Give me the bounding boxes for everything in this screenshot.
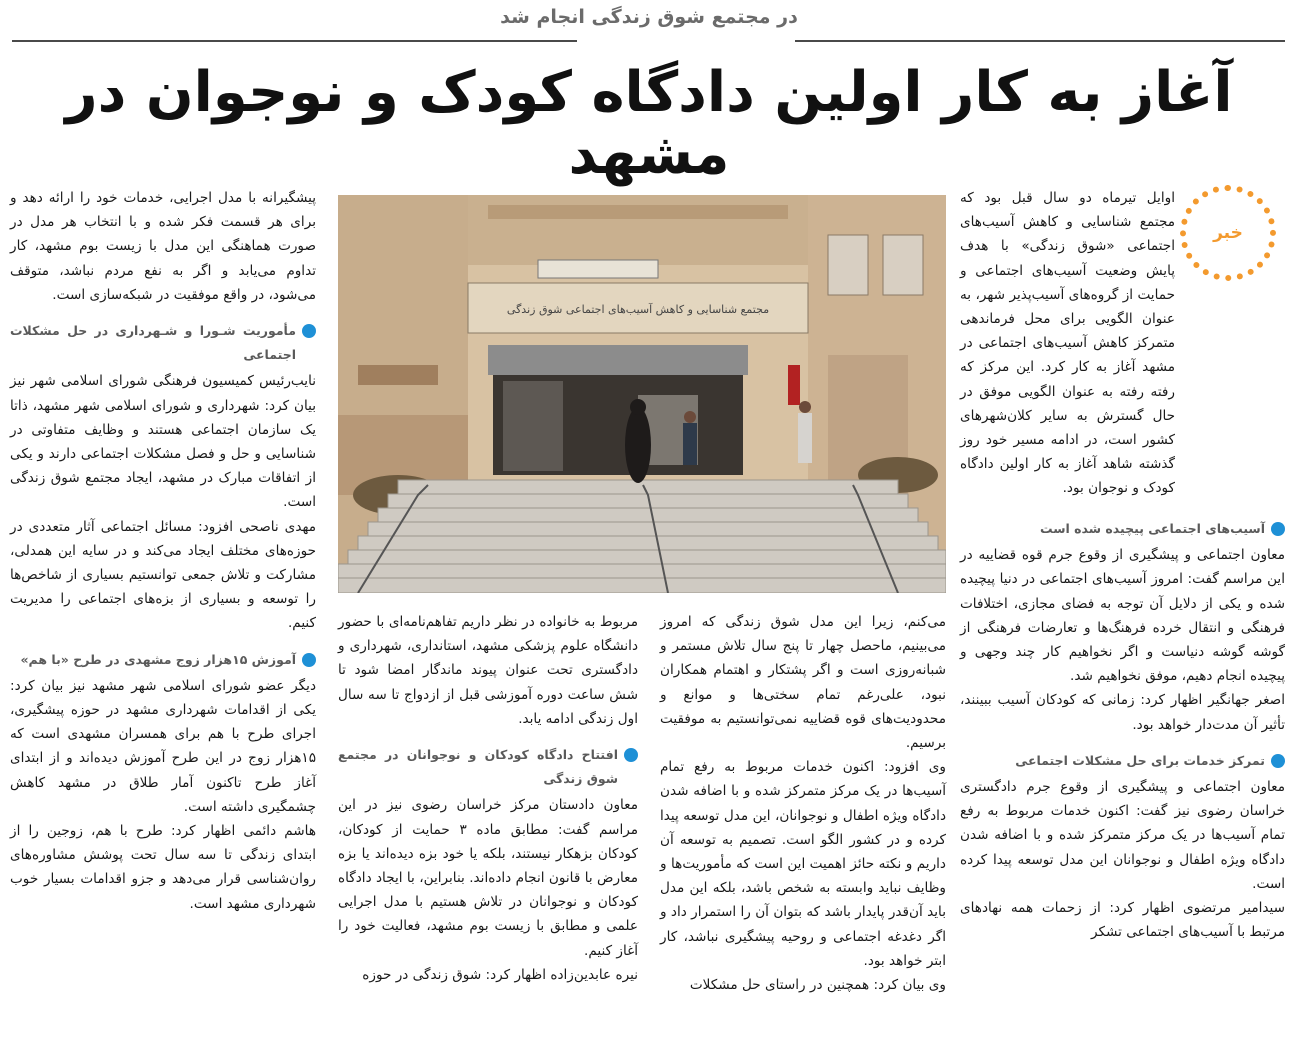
paragraph: دیگر عضو شورای اسلامی شهر مشهد نیز بیان کرد: یکی از اقدامات شهرداری مشهد در حوزه پیشگیری، اجرای طرح با هم برای همسران مشهدی است که ۱۵هزار زوج در این طرح آموزش دیده‌اند و از ابتدای آغاز طرح تاکنون آمار طلاق در مشهد کاهش چشمگیری داشته است. [10,677,316,815]
subheading [10,648,316,672]
building-sign: مجتمع شناسایی و کاهش آسیب‌های اجتماعی شوق زندگی [506,303,770,316]
paragraph: نیره عابدین‌زاده اظهار کرد: شوق زندگی در حوزه [362,966,638,983]
paragraph: وی بیان کرد: همچنین در راستای حل مشکلات [689,977,946,994]
paragraph: مهدی ناصحی افزود: مسائل اجتماعی آثار متعددی در حوزه‌های مختلف ایجاد می‌کند و در سایه این همدلی، مشارکت و تلاش جمعی توانستیم بسیاری از شاخص‌ها را توسعه و بسیاری از بزه‌های اجتماعی را مدیریت کنیم. [10,518,316,632]
article-headline: آغاز به کار اولین دادگاه کودک و نوجوان در مشهد [65,60,1233,187]
subheading-text: آسیب‌های اجتماعی پیچیده شده است [1040,521,1265,536]
subheading [338,743,638,791]
paragraph: وی افزود: اکنون خدمات مربوط به رفع تمام آسیب‌ها در یک مرکز متمرکز شده و با اضافه شدن دادگاه ویژه اطفال و نوجوانان، این مدل توسعه پیدا کرده و در کشور الگو است. تصمیم به توسعه آن داریم و نکته حائز اهمیت این است که مأموریت‌ها و وظایف نباید وابسته به شخص باشد، بلکه این مدل باید آن‌قدر پایدار باشد که بتوان آن را استمرار داد و اگر دغدغه اجتماعی و روحیه پیشگیری نباشد، کار ابتر خواهد بود. [660,759,946,969]
kicker-rule-right [795,40,1285,42]
paragraph: معاون دادستان مرکز خراسان رضوی نیز در این مراسم گفت: مطابق ماده ۳ حمایت از کودکان، کودکان بزهکار نیستند، بلکه یا خود بزه دیده‌اند یا بزه معارض با قانون انجام داده‌اند. بنابراین، با ایجاد دادگاه کودکان و نوجوانان در تلاش هستیم با مدل اجرایی علمی و مطابق با زیست بوم مشهد، فعالیت خود را آغاز کنیم. [338,797,639,959]
paragraph: سیدامیر مرتضوی اظهار کرد: از زحمات همه نهادهای مرتبط با آسیب‌های اجتماعی تشکر [960,900,1285,941]
subheading-text: تمرکز خدمات برای حل مشکلات اجتماعی [1015,752,1265,768]
paragraph: پیشگیرانه با مدل اجرایی، خدمات خود را ارائه دهد و برای هر قسمت فکر شده و با انتخاب هر مدل در صورت هماهنگی این مدل با زیست بوم مشهد، کار تداوم می‌یابد و اگر به نفع مردم نباشد، متوقف می‌شود، در واقع موفقیت در شبکه‌سازی است. [10,190,316,303]
article-kicker: در مجتمع شوق زندگی انجام شد [500,6,798,28]
intro-paragraph: اوایل تیرماه دو سال قبل بود که مجتمع شناسایی و کاهش آسیب‌های اجتماعی «شوق زندگی» با هدف پایش وضعیت آسیب‌های اجتماعی و حمایت از گروه‌های آسیب‌پذیر شهر، به عنوان الگویی برای محل فرماندهی متمرکز کاهش آسیب‌های اجتماعی در مشهد آغاز به کار کرد. این مرکز که رفته رفته به عنوان الگویی موفق در حال گسترش به سایر کلان‌شهرهای کشور است، در ادامه مسیر خود روز گذشته شاهد آغاز به کار اولین دادگاه کودک و نوجوان بود. [960,190,1175,497]
kicker-rule-left [12,40,577,42]
column-4 [10,186,316,916]
subheading-text: افتتاح دادگاه کودکان و نوجوانان در مجتمع شوق زندگی [338,747,618,787]
subheading-text: آموزش ۱۵هزار زوج مشهدی در طرح «با هم» [20,651,296,667]
paragraph: نایب‌رئیس کمیسیون فرهنگی شورای اسلامی شهر نیز بیان کرد: شهرداری و شورای اسلامی شهر مشهد، ذاتا یک سازمان اجتماعی هستند و وظایف متفاوتی در شناسایی و حل و فصل مشکلات اجتماعی دارند و یکی از اتفاقات مبارک در مشهد، ایجاد مجتمع شوق زندگی است. [10,373,316,511]
subheading [960,517,1285,541]
paragraph: مربوط به خانواده در نظر داریم تفاهم‌نامه‌ای با حضور دانشگاه علوم پزشکی مشهد، استانداری، شهرداری و دادگستری تحت عنوان پیوند ماندگار امضا شود تا شش ساعت دوره آموزشی قبل از ازدواج تا سه سال اول زندگی ادامه یابد. [338,614,638,727]
column-3 [338,610,638,987]
paragraph: اصغر جهانگیر اظهار کرد: زمانی که کودکان آسیب ببینند، تأثیر آن مدت‌دار خواهد بود. [960,692,1285,733]
paragraph: معاون اجتماعی و پیشگیری از وقوع جرم دادگستری خراسان رضوی نیز گفت: اکنون خدمات مربوط به رفع تمام آسیب‌ها در یک مرکز متمرکز شده و با اضافه شدن دادگاه ویژه اطفال و نوجوانان این مدل توسعه پیدا کرده است. [960,779,1285,892]
paragraph: می‌کنم، زیرا این مدل شوق زندگی که امروز می‌بینیم، ماحصل چهار تا پنج سال تلاش مستمر و شبانه‌روزی است و اگر پشتکار و اهتمام همکاران نبود، علی‌رغم تمام سختی‌ها و موانع و محدودیت‌های قوه قضاییه نمی‌توانستیم به موفقیت برسیم. [660,614,946,752]
courthouse-photo [338,195,946,593]
news-badge-label: خبر [1213,223,1243,243]
subheading [10,319,316,367]
subheading-text: مأموریت شـورا و شـهرداری در حل مشکلات اجتماعی [10,323,296,363]
column-1 [960,186,1285,501]
bullet-dot-icon [1271,754,1285,768]
column-2 [660,610,946,997]
column-1-body [960,505,1285,944]
paragraph: معاون اجتماعی و پیشگیری از وقوع جرم قوه قضاییه در این مراسم گفت: امروز آسیب‌های اجتماعی در دنیا پیچیده شده و یکی از دلایل آن توجه به فضای مجازی، اختلافات فرهنگی و انتقال خرده فرهنگ‌ها و تعارضات فرهنگی از گوشه گوشه دنیاست و اگر نخواهیم کار چند وجهی و پیچیده انجام دهیم، موفق نخواهیم شد. [960,547,1285,685]
bullet-dot-icon [302,324,316,338]
bullet-dot-icon [1271,522,1285,536]
bullet-dot-icon [624,748,638,762]
paragraph: هاشم دائمی اظهار کرد: طرح با هم، زوجین را از ابتدای زندگی تا سه سال تحت پوشش مشاوره‌های روان‌شناسی قرار می‌دهد و جزو اقدامات بسیار خوب شهرداری مشهد است. [10,823,316,912]
subheading [960,749,1285,773]
bullet-dot-icon [302,653,316,667]
